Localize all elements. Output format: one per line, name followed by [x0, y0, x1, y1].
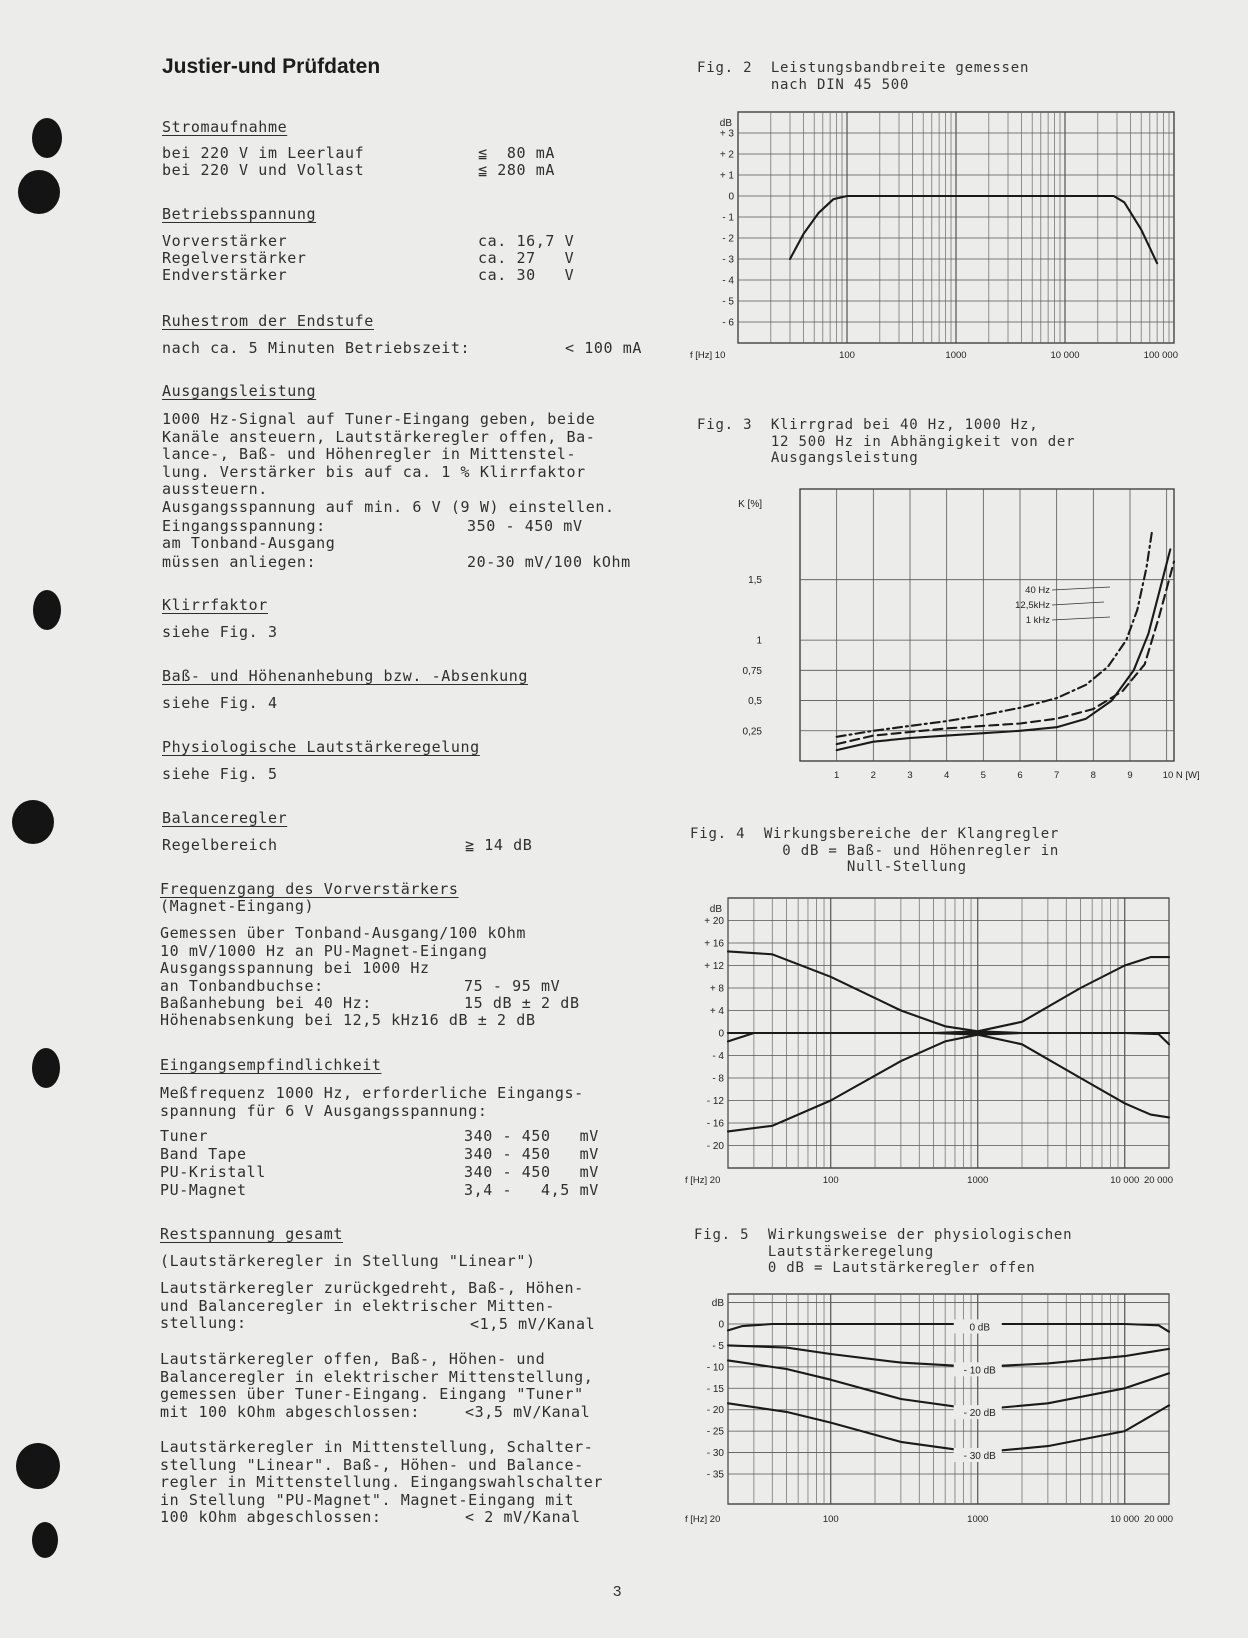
data-series--10-db — [728, 1345, 1169, 1367]
x-tick-label: 20 000 — [1143, 1514, 1173, 1525]
fig5-caption: Fig. 5 Wirkungsweise der physiologischen Lautstärkeregelung 0 dB = Lautstärkeregler offen — [694, 1227, 1073, 1276]
section-klirrfaktor-heading: Klirrfaktor — [162, 596, 268, 614]
legend-label: 40 Hz — [1025, 585, 1050, 596]
eingangsempfindlichkeit-rows — [160, 1128, 660, 1200]
x-tick-label: 100 — [822, 1175, 839, 1186]
data-label: Band Tape — [160, 1145, 247, 1163]
section-balanceregler-heading: Balanceregler — [162, 809, 288, 827]
data-value: 75 - 95 mV — [464, 977, 561, 995]
x-tick-label: 4 — [944, 770, 950, 781]
binder-hole — [16, 1443, 60, 1489]
y-tick-label: - 15 — [706, 1383, 724, 1395]
y-tick-label: 0 — [728, 191, 734, 203]
page-title: Justier-und Prüfdaten — [162, 55, 381, 78]
y-tick-label: - 6 — [722, 317, 734, 329]
fig4-caption: Fig. 4 Wirkungsbereiche der Klangregler 0 dB = Baß- und Höhenregler in Null-Stellung — [690, 826, 1060, 875]
data-label: müssen anliegen: — [162, 553, 317, 571]
x-tick-label: 10 000 — [1110, 1514, 1140, 1525]
y-tick-label: dB — [711, 1298, 724, 1310]
ausgangsleistung-text: 1000 Hz-Signal auf Tuner-Eingang geben, beide Kanäle ansteuern, Lautstärkeregler offen, Ba- lance-, Baß- und Höhenregler in Mittenstel- lung. Verstärker bis auf ca. 1 % Klirrfaktor aussteuern. Ausgangsspannung auf min. 6 V (9 W) einstellen. — [162, 410, 615, 516]
chart-frame — [728, 1294, 1169, 1504]
section-frequenzgang-heading: Frequenzgang des Vorverstärkers — [160, 880, 459, 898]
binder-hole — [32, 1522, 58, 1558]
data-label: Eingangsspannung: — [162, 517, 326, 535]
y-tick-label: - 30 — [706, 1448, 724, 1460]
fig3-chart — [690, 487, 1200, 785]
ruhestrom-label: nach ca. 5 Minuten Betriebszeit: — [162, 339, 471, 357]
y-tick-label: - 4 — [722, 275, 734, 287]
data-value: 340 - 450 mV — [464, 1127, 599, 1145]
restspannung-para3: Lautstärkeregler in Mittenstellung, Schalter- stellung "Linear". Baß-, Höhen- und Balance- regler in Mittenstellung. Eingangswahlschalter in Stellung "PU-Magnet". Magnet-Eingang mit 100 kOhm abgeschlossen: — [160, 1438, 604, 1526]
betriebsspannung-rows — [162, 233, 662, 289]
data-value: 3,4 - 4,5 mV — [464, 1181, 599, 1199]
y-tick-label: - 5 — [712, 1340, 724, 1352]
y-tick-label: 0 — [718, 1319, 724, 1331]
data-value: ca. 27 V — [478, 249, 575, 267]
binder-hole — [32, 1048, 60, 1088]
fig5-chart — [685, 1292, 1175, 1530]
fig2-caption: Fig. 2 Leistungsbandbreite gemessen nach DIN 45 500 — [697, 60, 1030, 93]
data-series-linear — [728, 1033, 1169, 1044]
y-tick-label: + 20 — [704, 916, 724, 927]
x-tick-label: f [Hz] 10 — [690, 350, 726, 361]
y-tick-label: - 10 — [706, 1362, 724, 1374]
page-number: 3 — [613, 1583, 622, 1600]
y-tick-label: - 12 — [706, 1096, 724, 1107]
x-tick-label: 20 000 — [1143, 1175, 1173, 1186]
frequenzgang-rows — [160, 978, 660, 1032]
restspannung-para2: Lautstärkeregler offen, Baß-, Höhen- und Balanceregler in elektrischer Mittenstellung, gemessen über Tuner-Eingang. Eingang "Tuner" mit 100 kOhm abgeschlossen: — [160, 1350, 594, 1421]
restspannung-para1-value: <1,5 mV/Kanal — [470, 1315, 596, 1333]
x-tick-label: 1000 — [945, 350, 967, 361]
legend-leader-line — [1052, 602, 1104, 605]
frequenzgang-text: Gemessen über Tonband-Ausgang/100 kOhm 10 mV/1000 Hz an PU-Magnet-Eingang Ausgangsspannung bei 1000 Hz — [160, 924, 526, 977]
section-restspannung-heading: Restspannung gesamt — [160, 1225, 343, 1243]
data-label: Tuner — [160, 1127, 209, 1145]
data-value: ≦ 80 mA — [478, 144, 556, 162]
data-value: ca. 30 V — [478, 266, 575, 284]
y-tick-label: - 16 — [706, 1118, 724, 1130]
curve-label: - 20 dB — [963, 1408, 996, 1420]
restspannung-para1: Lautstärkeregler zurückgedreht, Baß-, Höhen- und Balanceregler in elektrischer Mitten- stellung: — [160, 1279, 584, 1332]
x-tick-label: 10 N [W] — [1162, 770, 1200, 781]
x-tick-label: 10 000 — [1110, 1175, 1140, 1186]
binder-hole — [32, 118, 62, 158]
section-stromaufnahme-heading: Stromaufnahme — [162, 118, 288, 136]
data-label: bei 220 V und Vollast — [162, 161, 365, 179]
binder-hole — [18, 170, 60, 214]
y-tick-label: + 8 — [709, 983, 724, 995]
section-bass-hoehen-heading: Baß- und Höhenanhebung bzw. -Absenkung — [162, 667, 528, 685]
restspannung-para3-value: < 2 mV/Kanal — [465, 1508, 581, 1526]
y-tick-label: - 3 — [722, 254, 734, 266]
y-tick-label: + 16 — [704, 938, 724, 950]
x-tick-label: 7 — [1054, 770, 1060, 781]
data-label: Vorverstärker — [162, 232, 288, 250]
y-tick-label: - 1 — [722, 212, 734, 224]
legend-leader-line — [1052, 587, 1110, 590]
x-tick-label: 5 — [980, 770, 986, 781]
y-tick-label: 0 — [718, 1028, 724, 1040]
restspannung-para2-value: <3,5 mV/Kanal — [465, 1403, 591, 1421]
balanceregler-value: ≧ 14 dB — [465, 836, 533, 854]
data-label: an Tonbandbuchse: — [160, 977, 324, 995]
x-tick-label: 8 — [1090, 770, 1096, 781]
data-series-leistungsbandbreite — [790, 196, 1157, 263]
data-value: 20-30 mV/100 kOhm — [467, 553, 631, 571]
data-series-1-khz — [837, 562, 1174, 745]
section-betriebsspannung-heading: Betriebsspannung — [162, 205, 317, 223]
y-tick-label: + 3 — [719, 128, 734, 140]
fig4-chart — [685, 896, 1175, 1191]
section-ruhestrom-heading: Ruhestrom der Endstufe — [162, 312, 374, 330]
x-tick-label: 1000 — [967, 1175, 989, 1186]
data-label: PU-Magnet — [160, 1181, 247, 1199]
y-tick-label: - 2 — [722, 233, 734, 245]
data-value: ≦ 280 mA — [478, 161, 556, 179]
x-tick-label: 10 000 — [1050, 350, 1080, 361]
y-axis-label: K [%] — [738, 499, 762, 510]
curve-label: - 30 dB — [963, 1451, 996, 1462]
data-label: Regelverstärker — [162, 249, 307, 267]
legend-label: 1 kHz — [1025, 615, 1050, 626]
y-tick-label: + 1 — [719, 170, 734, 182]
binder-hole — [12, 800, 54, 844]
y-tick-label: + 2 — [719, 149, 734, 161]
y-tick-label: - 35 — [706, 1469, 724, 1481]
section-physiologische-heading: Physiologische Lautstärkeregelung — [162, 738, 480, 756]
y-tick-label: 0,5 — [748, 696, 762, 708]
data-value: 340 - 450 mV — [464, 1145, 599, 1163]
ausgangsleistung-rows — [162, 518, 662, 574]
chart-frame — [800, 489, 1174, 761]
section-eingangsempfindlichkeit-heading: Eingangsempfindlichkeit — [160, 1056, 382, 1074]
fig3-caption: Fig. 3 Klirrgrad bei 40 Hz, 1000 Hz, 12 500 Hz in Abhängigkeit von der Ausgangsleistung — [697, 417, 1076, 466]
data-series-treble-min — [728, 1033, 1169, 1117]
y-tick-label: 0,75 — [742, 665, 762, 677]
y-tick-label: + 12 — [704, 961, 724, 972]
data-series-treble-max — [728, 957, 1169, 1033]
binder-hole — [33, 590, 61, 630]
data-value: 340 - 450 mV — [464, 1163, 599, 1181]
curve-label: - 10 dB — [963, 1365, 996, 1377]
y-tick-label: - 5 — [722, 296, 734, 308]
y-tick-label: 1,5 — [748, 575, 762, 587]
restspannung-subheading: (Lautstärkeregler in Stellung "Linear") — [160, 1252, 536, 1270]
x-tick-label: 1 — [834, 770, 840, 781]
x-tick-label: f [Hz] 20 — [685, 1175, 721, 1186]
y-axis-label: dB — [709, 904, 722, 915]
x-tick-label: 100 000 — [1143, 350, 1178, 361]
physiologische-text: siehe Fig. 5 — [162, 765, 278, 783]
data-value: ca. 16,7 V — [478, 232, 575, 250]
data-value: 16 dB ± 2 dB — [420, 1011, 536, 1029]
data-value: 15 dB ± 2 dB — [464, 994, 580, 1012]
data-series-bass-min — [728, 1033, 1169, 1131]
x-tick-label: 1000 — [967, 1514, 989, 1525]
x-tick-label: 100 — [839, 350, 855, 361]
x-tick-label: 3 — [907, 770, 913, 781]
data-label: bei 220 V im Leerlauf — [162, 144, 365, 162]
stromaufnahme-rows — [162, 145, 662, 185]
fig2-chart — [690, 108, 1180, 370]
eingangsempfindlichkeit-text: Meßfrequenz 1000 Hz, erforderliche Eingangs- spannung für 6 V Ausgangsspannung: — [160, 1084, 584, 1120]
data-series--30-db — [728, 1403, 1169, 1452]
y-tick-label: - 20 — [706, 1141, 724, 1152]
ruhestrom-value: < 100 mA — [565, 339, 643, 357]
data-label: PU-Kristall — [160, 1163, 266, 1181]
data-label: Baßanhebung bei 40 Hz: — [160, 994, 372, 1012]
section-ausgangsleistung-heading: Ausgangsleistung — [162, 382, 317, 400]
y-tick-label: - 8 — [712, 1073, 724, 1085]
y-tick-label: 0,25 — [742, 726, 762, 738]
x-tick-label: 6 — [1017, 770, 1023, 781]
y-axis-label: dB — [719, 118, 732, 129]
data-series-0-db — [728, 1324, 1169, 1332]
y-tick-label: 1 — [756, 635, 762, 647]
data-label: Höhenabsenkung bei 12,5 kHz: — [160, 1011, 430, 1029]
bass-hoehen-text: siehe Fig. 4 — [162, 694, 278, 712]
x-tick-label: f [Hz] 20 — [685, 1514, 721, 1525]
y-tick-label: - 20 — [706, 1405, 724, 1417]
balanceregler-label: Regelbereich — [162, 836, 278, 854]
y-tick-label: - 25 — [706, 1426, 724, 1438]
x-tick-label: 100 — [822, 1514, 839, 1525]
data-value: 350 - 450 mV — [467, 517, 583, 535]
x-tick-label: 9 — [1127, 770, 1133, 781]
y-tick-label: + 4 — [709, 1006, 724, 1017]
x-tick-label: 2 — [870, 770, 876, 781]
data-label: Endverstärker — [162, 266, 288, 284]
data-series--20-db — [728, 1360, 1169, 1409]
data-label: am Tonband-Ausgang — [162, 534, 336, 552]
legend-leader-line — [1052, 617, 1110, 620]
curve-label: 0 dB — [969, 1322, 991, 1334]
y-tick-label: - 4 — [712, 1051, 724, 1062]
klirrfaktor-text: siehe Fig. 3 — [162, 623, 278, 641]
legend-label: 12,5kHz — [1015, 600, 1050, 611]
data-series-bass-max — [728, 951, 1169, 1033]
frequenzgang-subheading: (Magnet-Eingang) — [160, 897, 315, 915]
